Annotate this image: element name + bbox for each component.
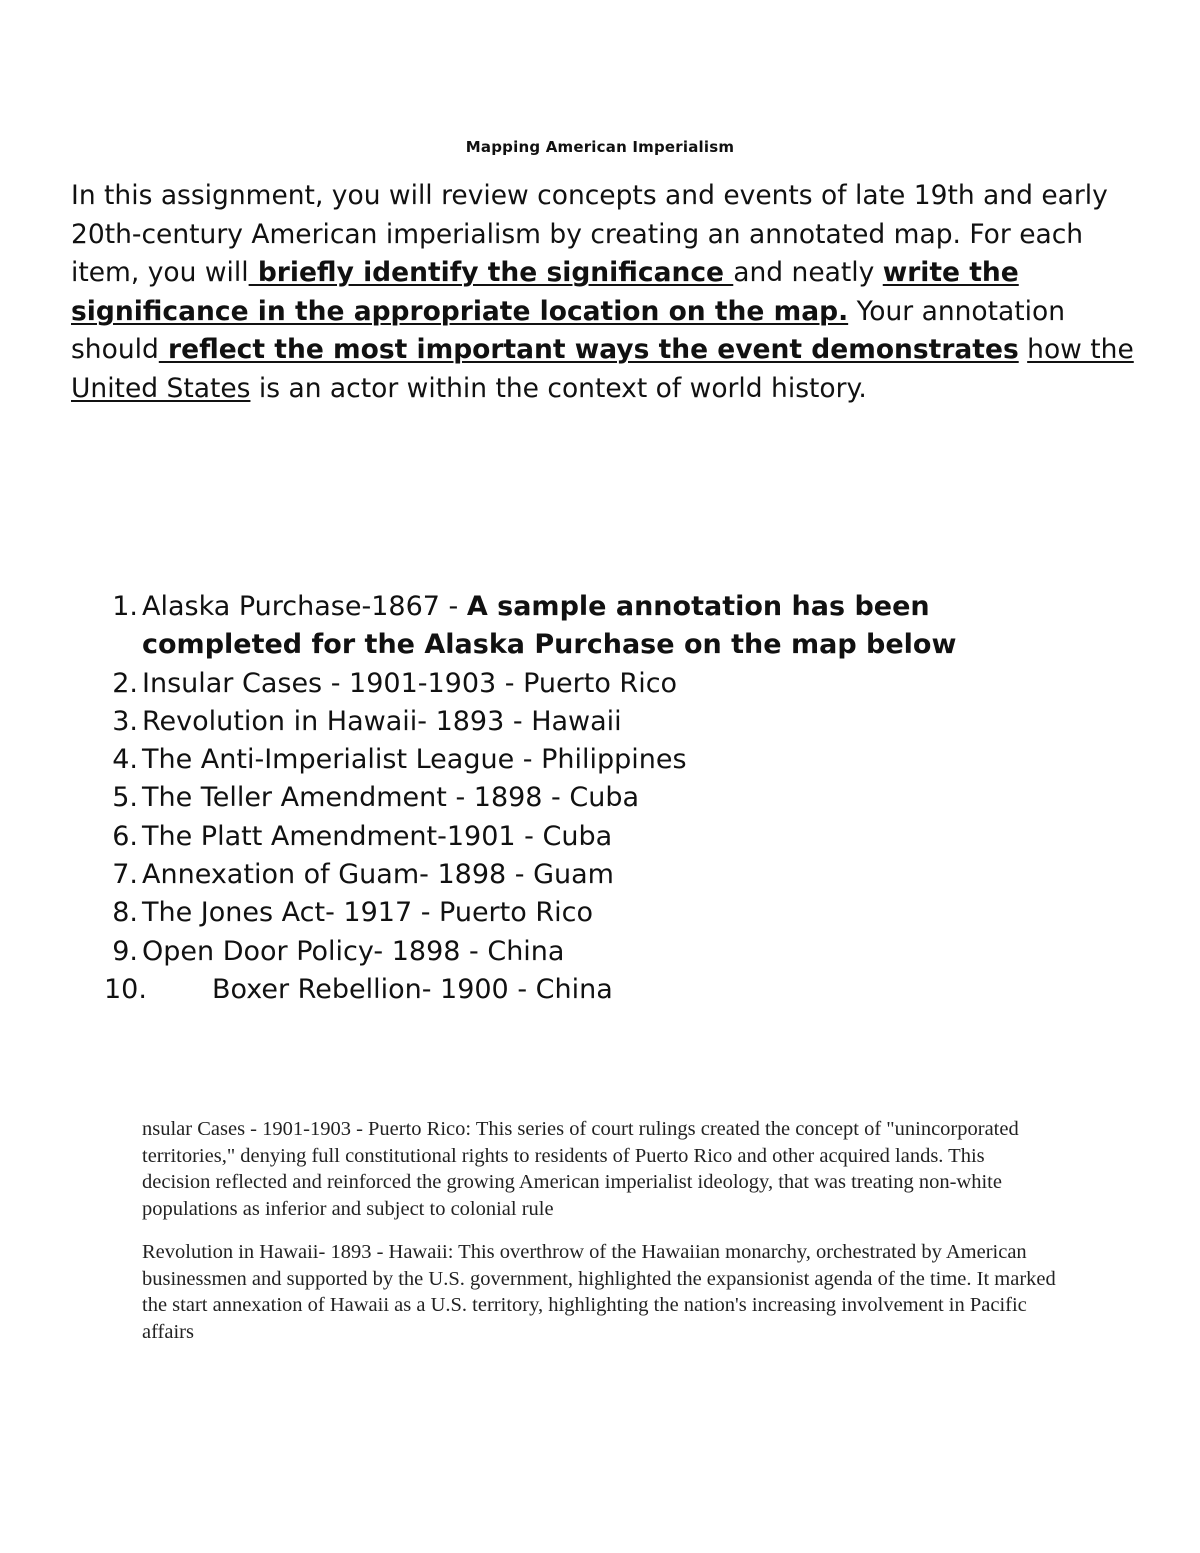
list-number: 8.: [112, 897, 138, 929]
list-number: 2.: [112, 667, 138, 699]
intro-emphasis-2: write the significance in the appropriate location on the map.: [71, 257, 1019, 327]
list-number: 9.: [112, 935, 138, 967]
answer-paragraph: nsular Cases - 1901-1903 - Puerto Rico: This series of court rulings created the concept of "unincorporated territories," denying full constitutional rights to residents of Puerto Rico and other acquired lands. This decision reflected and reinforced the growing American imperialist ideology, that was treating non-white populations as inferior and subject to colonial rule: [142, 1118, 1019, 1220]
page-title: Mapping American Imperialism: [465, 138, 735, 156]
list-item: [90, 588, 1050, 665]
list-item: [90, 856, 1050, 894]
event-list: [90, 588, 1050, 1009]
list-item: [90, 665, 1050, 703]
list-number: 7.: [112, 859, 138, 891]
list-item-text: The Teller Amendment - 1898 - Cuba: [142, 782, 640, 814]
list-number: 3.: [112, 705, 138, 737]
intro-emphasis-3: reflect the most important ways the event demonstrates: [158, 334, 1019, 365]
intro-underline: how the United States: [71, 334, 1134, 404]
list-item-text: The Jones Act- 1917 - Puerto Rico: [142, 897, 593, 929]
list-number: 10.: [104, 973, 147, 1005]
list-item-text: Open Door Policy- 1898 - China: [142, 935, 565, 967]
list-item-text: The Anti-Imperialist League - Philippines: [142, 744, 687, 776]
list-item: [90, 933, 1050, 971]
list-item-text: Alaska Purchase-1867 -: [142, 591, 467, 622]
intro-emphasis-1: briefly identify the significance: [248, 257, 734, 288]
list-item: [90, 779, 1050, 817]
intro-text-5: is an actor within the context of world history.: [250, 372, 867, 404]
answer-paragraph: Revolution in Hawaii- 1893 - Hawaii: This overthrow of the Hawaiian monarchy, orchestrated by American businessmen and supported by the U.S. government, highlighted the expansionist agenda of the time. It marked the start annexation of Hawaii as a U.S. territory, highlighting the nation's increasing involvement in Pacific affairs: [142, 1241, 1056, 1343]
list-number: 1.: [112, 591, 138, 622]
intro-text-3: Your annotation should: [71, 295, 1066, 365]
list-number: 6.: [112, 820, 138, 852]
list-item: [90, 971, 1050, 1009]
list-item-text: Boxer Rebellion- 1900 - China: [212, 973, 613, 1005]
list-item-note: A sample annotation has been completed for the Alaska Purchase on the map below: [142, 591, 957, 661]
list-item-text: Revolution in Hawaii- 1893 - Hawaii: [142, 705, 622, 737]
list-item-text: Insular Cases - 1901-1903 - Puerto Rico: [142, 667, 678, 699]
list-item: [90, 818, 1050, 856]
list-number: 4.: [112, 744, 138, 776]
intro-text-1: In this assignment, you will review concepts and events of late 19th and early 20th-century American imperialism by creating an annotated map. For each item, you will: [71, 180, 1108, 288]
list-item: [90, 741, 1050, 779]
list-item: [90, 894, 1050, 932]
intro-text-2: and neatly: [733, 257, 883, 288]
list-item-text: Annexation of Guam- 1898 - Guam: [142, 859, 614, 891]
annotation-answers: [142, 1116, 1057, 1362]
list-item: [90, 703, 1050, 741]
intro-text-4: [1019, 334, 1027, 365]
list-item-text: The Platt Amendment-1901 - Cuba: [142, 820, 613, 852]
list-number: 5.: [112, 782, 138, 814]
assignment-instructions: [71, 177, 1151, 408]
